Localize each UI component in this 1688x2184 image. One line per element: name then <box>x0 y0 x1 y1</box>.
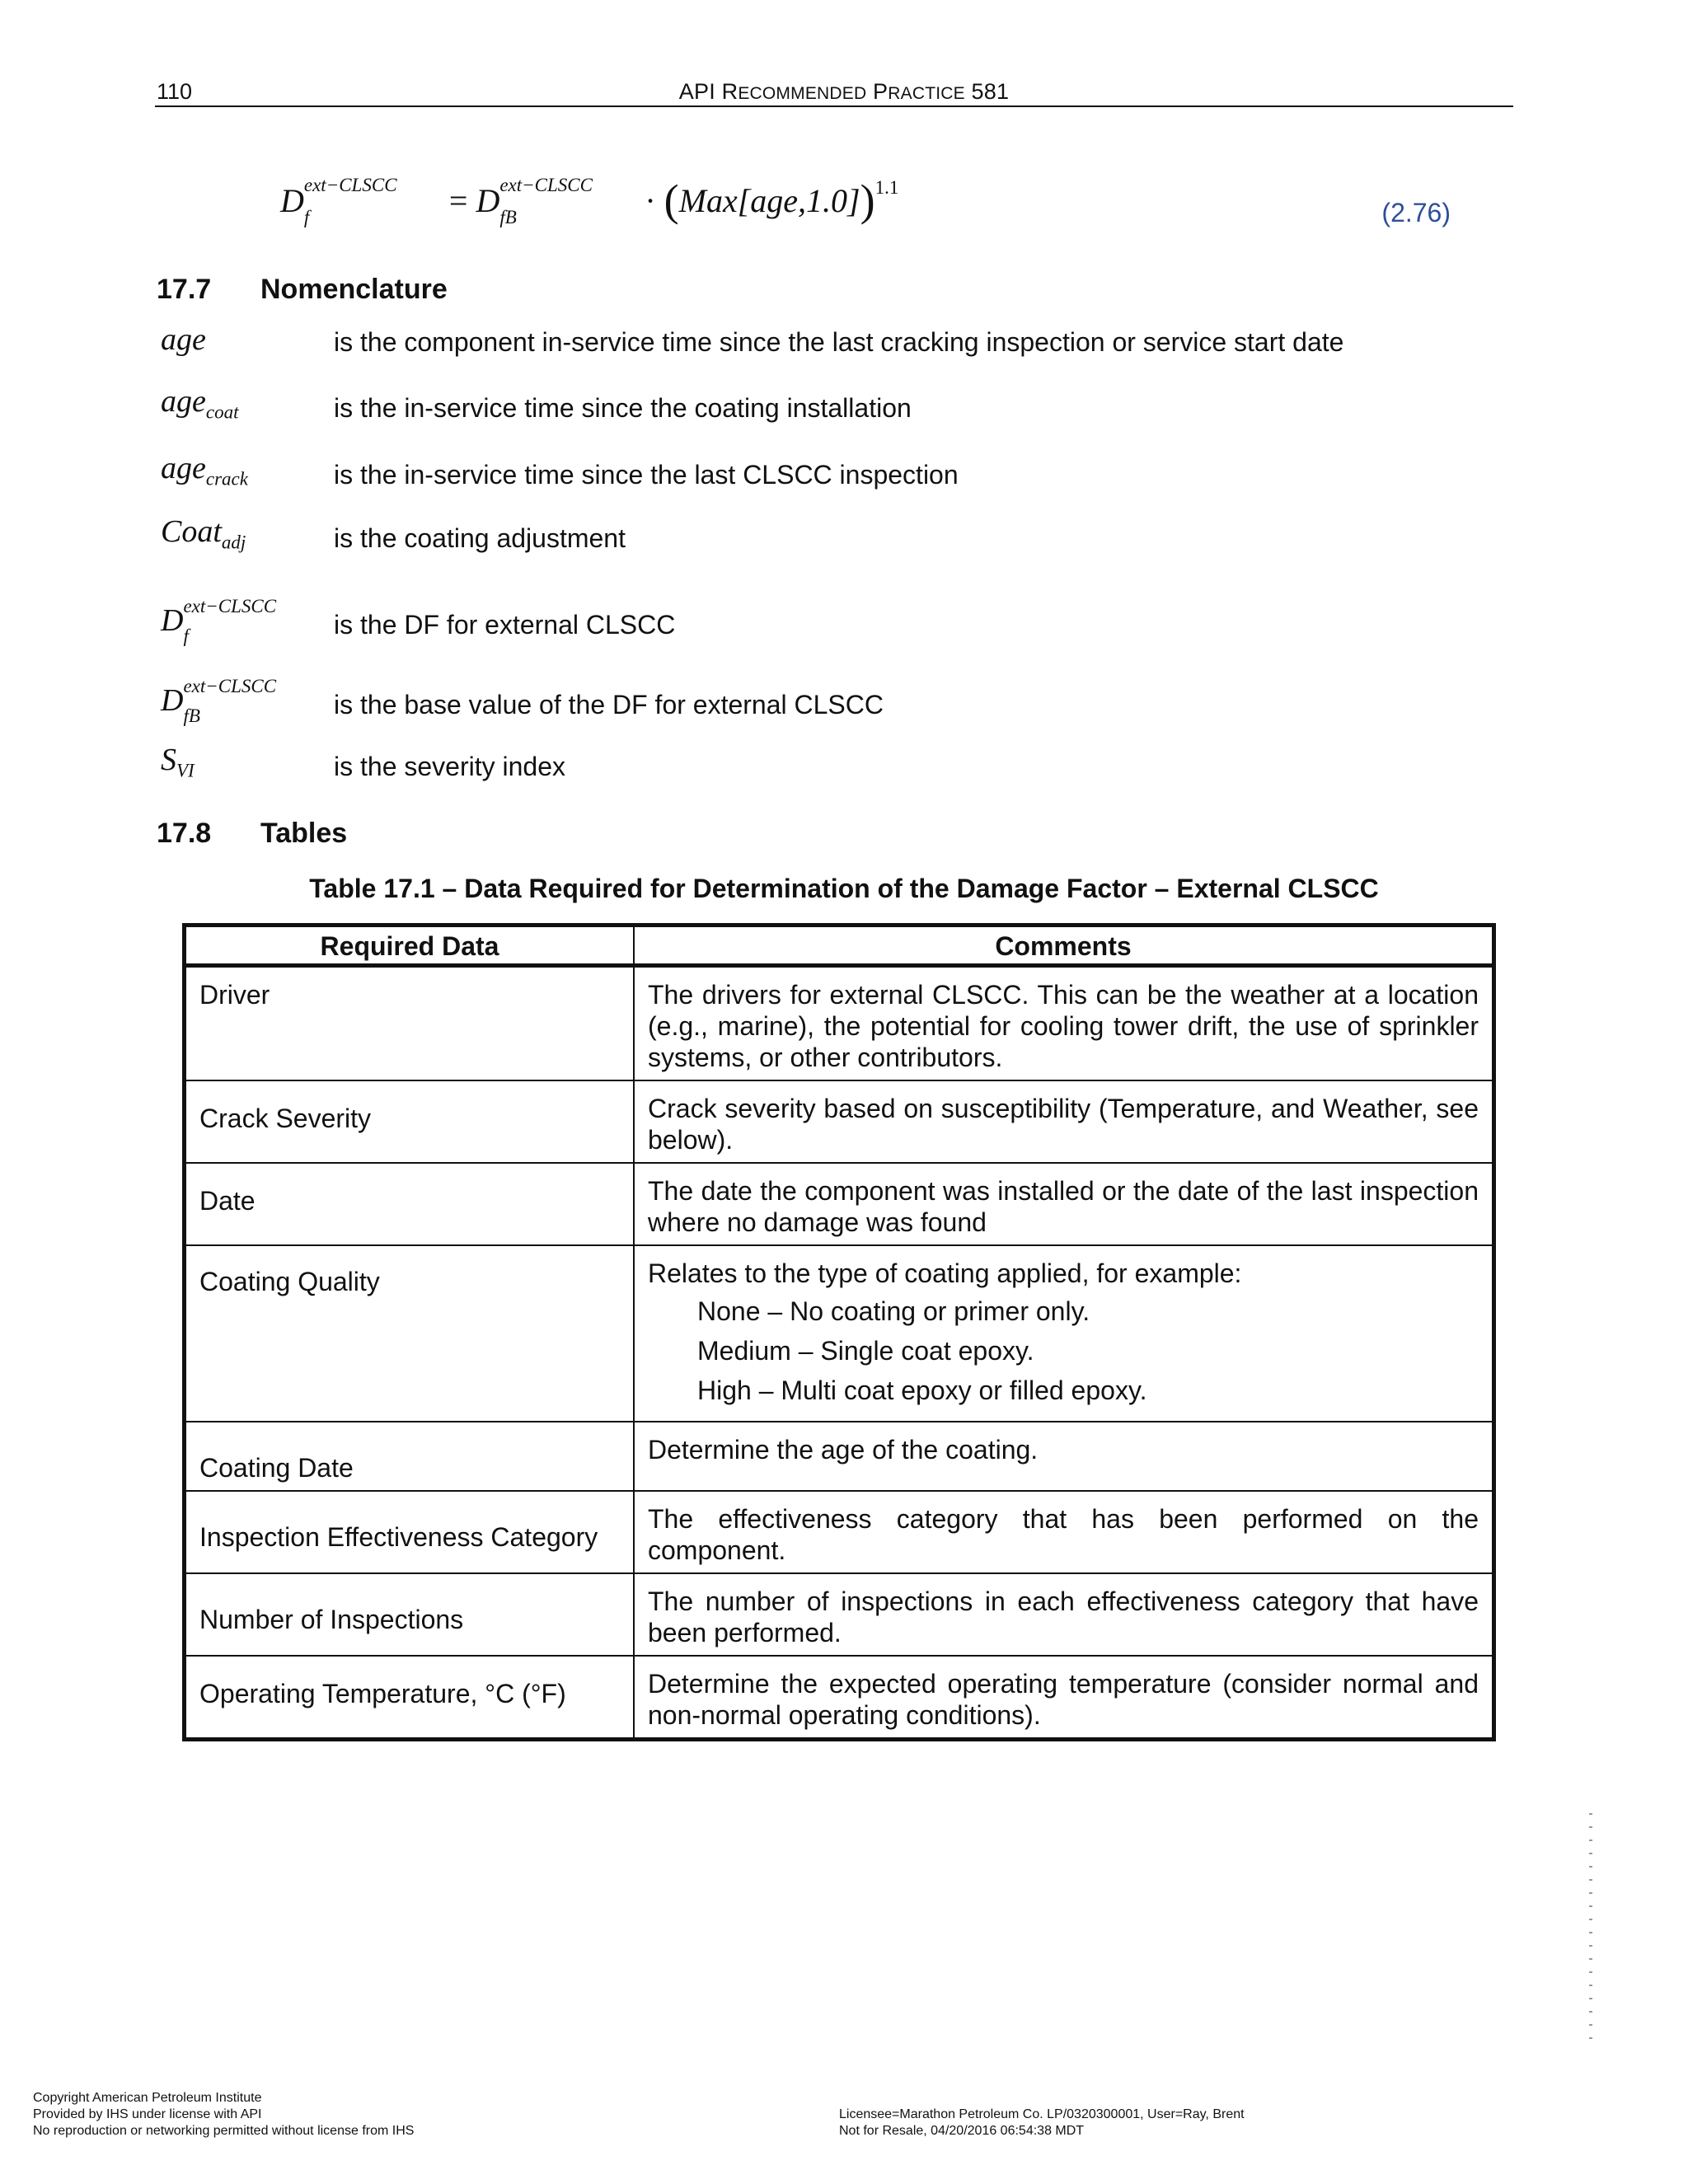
required-data-cell <box>185 1656 635 1740</box>
section-number: 17.8 <box>157 818 212 849</box>
nomenclature-symbol <box>161 742 195 782</box>
symbol-subscript: coat <box>205 402 239 423</box>
required-data-label: Number of Inspections <box>199 1605 464 1634</box>
comment-cell: The number of inspections in each effectiveness category that have been performed. <box>634 1573 1494 1656</box>
table-row <box>185 1080 1494 1163</box>
nomenclature-description: is the component in-service time since the last cracking inspection or service start date <box>334 327 1344 357</box>
section-number: 17.7 <box>157 274 212 305</box>
nomenclature-symbol <box>161 676 277 726</box>
title-part: P <box>866 79 889 104</box>
symbol-superscript: ext−CLSCC <box>183 676 277 696</box>
required-data-cell <box>185 1245 635 1422</box>
nomenclature-item <box>161 589 1562 647</box>
nomenclature-symbol <box>161 513 246 554</box>
required-data-cell <box>185 1491 635 1573</box>
eq-superscript: ext−CLSCC <box>499 175 593 195</box>
required-data-label: Operating Temperature, °C (°F) <box>199 1679 566 1708</box>
table-row <box>185 1163 1494 1245</box>
required-data-cell <box>185 1422 635 1491</box>
nomenclature-description: is the in-service time since the last CLSCC inspection <box>334 460 959 490</box>
nomenclature-item <box>161 315 1562 364</box>
eq-close-paren: ) <box>860 176 875 225</box>
symbol-subscript: fB <box>183 705 200 726</box>
nomenclature-description: is the DF for external CLSCC <box>334 610 676 640</box>
nomenclature-description: is the base value of the DF for external CLSCC <box>334 690 884 719</box>
footer-license <box>839 2107 1245 2139</box>
eq-max: Max <box>678 182 738 219</box>
nomenclature-item <box>161 511 1562 560</box>
title-part: API R <box>678 79 738 104</box>
list-item: High – Multi coat epoxy or filled epoxy. <box>697 1376 1147 1405</box>
comment-cell: Determine the age of the coating. <box>634 1422 1494 1491</box>
equation <box>280 175 898 226</box>
data-table <box>182 923 1496 1741</box>
eq-equals: = <box>448 182 468 219</box>
nomenclature-symbol <box>161 596 277 646</box>
section-heading-nomenclature <box>157 274 448 306</box>
footer-line: Licensee=Marathon Petroleum Co. LP/0320300001, User=Ray, Brent <box>839 2107 1245 2121</box>
symbol-base: D <box>161 683 184 718</box>
nomenclature-description: is the severity index <box>334 752 566 781</box>
title-part: 581 <box>964 79 1010 104</box>
symbol-base: age <box>161 451 206 486</box>
equation-lhs <box>280 175 397 227</box>
eq-superscript: ext−CLSCC <box>303 175 397 195</box>
comment-cell: The effectiveness category that has been performed on the component. <box>634 1491 1494 1573</box>
eq-symbol: D <box>476 182 500 219</box>
running-title <box>0 79 1688 105</box>
symbol-superscript: ext−CLSCC <box>183 596 277 616</box>
nomenclature-description: is the in-service time since the coating installation <box>334 393 912 423</box>
required-data-label: Driver <box>199 980 270 1010</box>
comment-cell: The date the component was installed or the date of the last inspection where no damage was found <box>634 1163 1494 1245</box>
symbol-subscript: f <box>183 626 189 646</box>
nomenclature-item <box>161 381 1562 430</box>
list-item: None – No coating or primer only. <box>697 1296 1090 1326</box>
nomenclature-symbol <box>161 383 238 424</box>
eq-exponent: 1.1 <box>874 177 899 198</box>
eq-bracket: [age,1.0] <box>737 182 860 219</box>
eq-open-paren: ( <box>663 176 679 225</box>
list-item: Medium – Single coat epoxy. <box>697 1336 1034 1366</box>
nomenclature-symbol <box>161 450 248 490</box>
table-row <box>185 1422 1494 1491</box>
comment-text: Relates to the type of coating applied, for example: <box>648 1258 1242 1288</box>
required-data-cell <box>185 1163 635 1245</box>
nomenclature-description: is the coating adjustment <box>334 523 626 553</box>
table-row <box>185 1245 1494 1422</box>
required-data-label: Crack Severity <box>199 1104 372 1133</box>
table-row <box>185 1656 1494 1740</box>
symbol-base: D <box>161 603 184 638</box>
side-margin-marks <box>1589 1813 1592 2044</box>
eq-subscript: f <box>303 207 310 227</box>
eq-symbol: D <box>280 182 304 219</box>
coating-options-list <box>648 1296 1479 1406</box>
nomenclature-item <box>161 669 1562 727</box>
equation-number: (2.76) <box>1381 198 1451 227</box>
footer-line: Provided by IHS under license with API <box>33 2107 262 2121</box>
section-title: Tables <box>260 818 348 849</box>
comment-cell <box>634 1245 1494 1422</box>
nomenclature-item <box>161 739 1562 789</box>
title-part: RACTICE <box>888 84 965 103</box>
section-title: Nomenclature <box>260 274 448 305</box>
nomenclature-symbol <box>161 321 206 358</box>
footer-line: Not for Resale, 04/20/2016 06:54:38 MDT <box>839 2124 1085 2138</box>
eq-subscript: fB <box>499 207 517 227</box>
table-header-row <box>185 926 1494 966</box>
footer-line: Copyright American Petroleum Institute <box>33 2091 262 2105</box>
comment-cell: Determine the expected operating temperature (consider normal and non-normal operating conditions). <box>634 1656 1494 1740</box>
page-number: 110 <box>157 79 193 104</box>
table-row <box>185 1573 1494 1656</box>
equation-rhs-symbol <box>476 175 593 227</box>
eq-dot: · <box>645 182 656 219</box>
required-data-cell <box>185 966 635 1081</box>
comment-cell: The drivers for external CLSCC. This can be the weather at a location (e.g., marine), the potential for cooling tower drift, the use of sprinkler systems, or other contributors. <box>634 966 1494 1081</box>
required-data-label: Inspection Effectiveness Category <box>199 1522 598 1552</box>
required-data-label: Coating Date <box>199 1453 354 1483</box>
symbol-base: age <box>161 322 206 357</box>
symbol-subscript: adj <box>221 532 246 553</box>
table-row <box>185 966 1494 1081</box>
table-caption: Table 17.1 – Data Required for Determination of the Damage Factor – External CLSCC <box>309 874 1379 903</box>
footer-copyright <box>33 2090 414 2139</box>
required-data-cell <box>185 1573 635 1656</box>
column-header-required-data: Required Data <box>185 926 635 966</box>
required-data-cell <box>185 1080 635 1163</box>
symbol-subscript: VI <box>176 761 195 781</box>
symbol-subscript: crack <box>205 469 248 490</box>
title-part: ECOMMENDED <box>738 84 867 103</box>
header-rule <box>155 105 1513 107</box>
comment-cell: Crack severity based on susceptibility (Temperature, and Weather, see below). <box>634 1080 1494 1163</box>
section-heading-tables <box>157 818 347 850</box>
nomenclature-item <box>161 448 1562 497</box>
required-data-label: Coating Quality <box>199 1267 380 1296</box>
required-data-label: Date <box>199 1186 256 1216</box>
footer-line: No reproduction or networking permitted without license from IHS <box>33 2124 415 2138</box>
symbol-base: age <box>161 384 206 419</box>
symbol-base: Coat <box>161 514 222 550</box>
table-row <box>185 1491 1494 1573</box>
symbol-base: S <box>161 743 176 778</box>
column-header-comments: Comments <box>634 926 1494 966</box>
